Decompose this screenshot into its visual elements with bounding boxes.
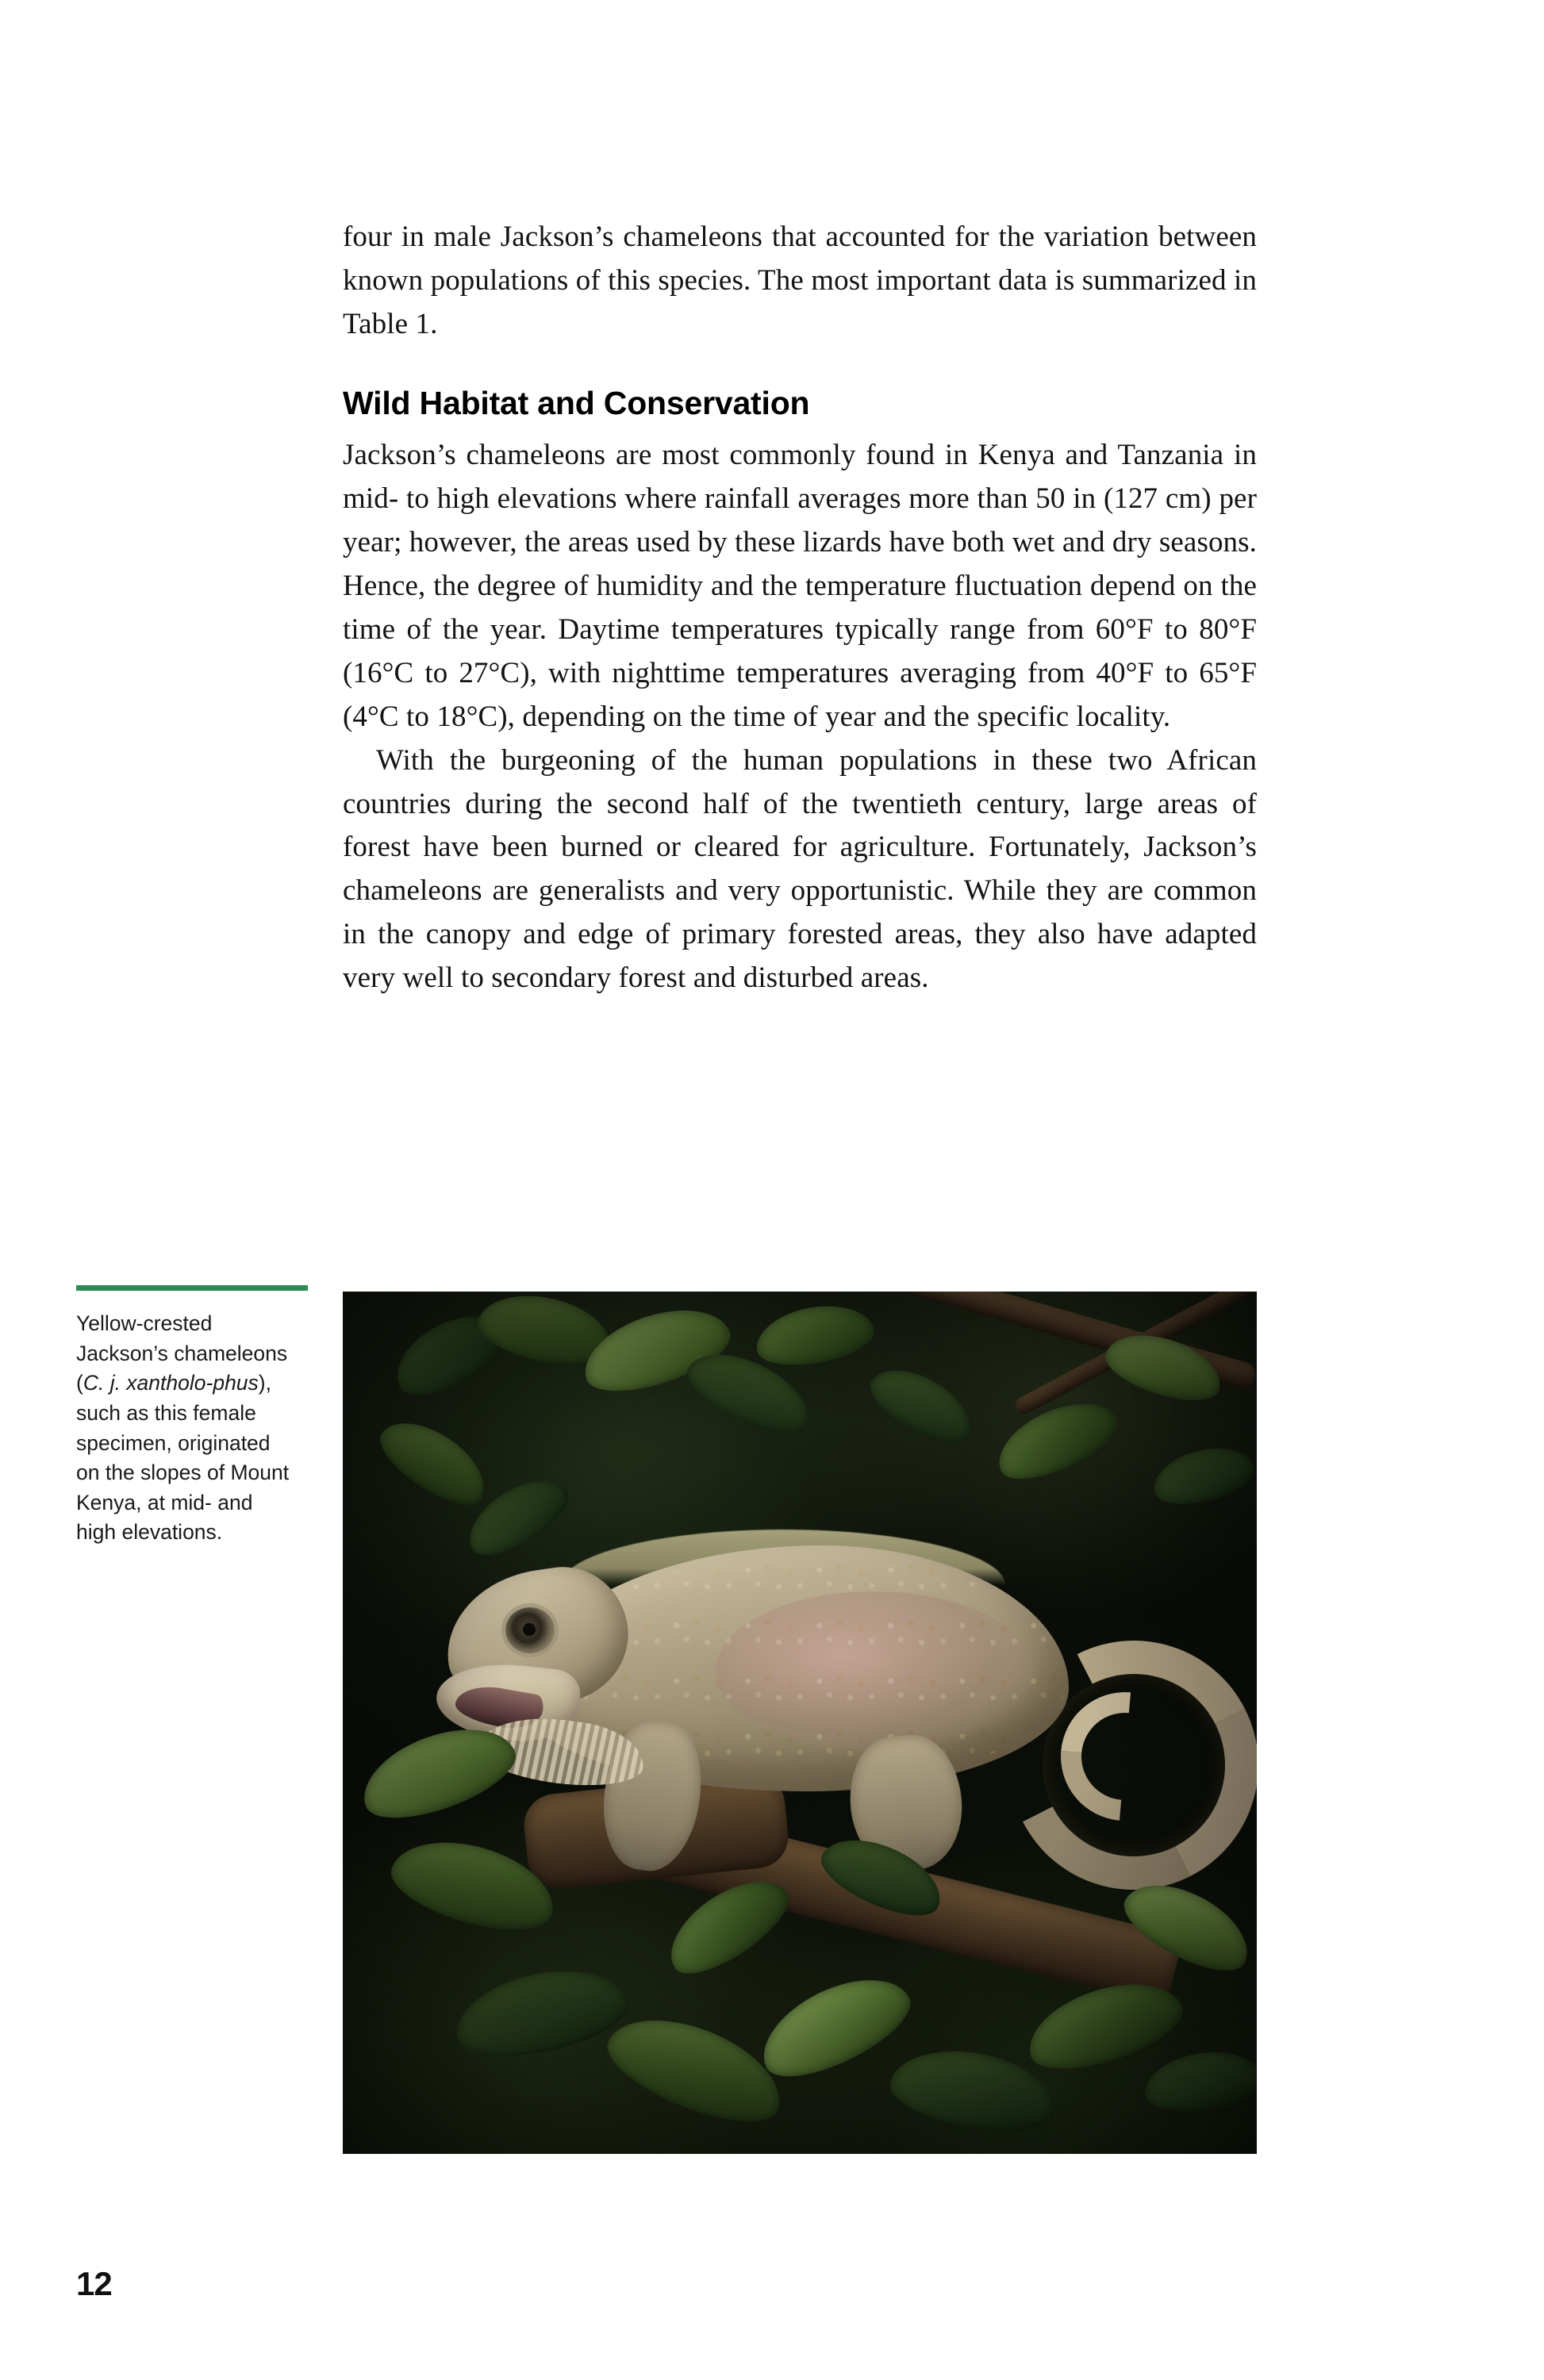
caption-tail: ), such as this female specimen, originated on the slopes of Mount Kenya, at mid- and high elevations. — [76, 1371, 290, 1545]
figure-photo — [343, 1292, 1257, 2154]
caption-species-part1: C. j. xantholo- — [83, 1371, 213, 1395]
leaf — [597, 1998, 796, 2140]
section-heading: Wild Habitat and Conservation — [343, 384, 810, 421]
leaf — [1147, 1438, 1257, 1513]
caption-species-part2: phus — [213, 1371, 259, 1395]
leaf — [447, 1956, 635, 2069]
caption-lead: Yellow-crested Jackson’s chameleons ( — [76, 1311, 288, 1395]
leaf — [861, 1354, 983, 1455]
leaf — [751, 1298, 878, 1373]
chameleon-eye — [505, 1607, 555, 1653]
caption-rule — [76, 1285, 308, 1291]
leaf — [1141, 2045, 1257, 2118]
leaf — [987, 1388, 1127, 1493]
figure-caption — [76, 1309, 292, 1548]
page-number: 12 — [76, 2265, 112, 2302]
continued-paragraph: four in male Jackson’s chameleons that accounted for the variation between known populations of this species. The most important data is summarized in Table 1. — [343, 221, 1257, 340]
conservation-paragraph: With the burgeoning of the human populations in these two African countries during the second half of the twentieth century, large areas of forest have been burned or cleared for agriculture. Fortunately, Jackson’s chameleons are generalists and very opportunistic. While they are common in the canopy and edge of primary forested areas, they also have adapted very well to secondary forest and disturbed areas. — [343, 743, 1257, 995]
habitat-paragraph: Jackson’s chameleons are most commonly found in Kenya and Tanzania in mid- to high elevations where rainfall averages more than 50 in (127 cm) per year; however, the areas used by these lizards have both wet and dry seasons. Hence, the degree of humidity and the temperature fluctuation depend on the time of the year. Daytime temperatures typically range from 60°F to 80°F (16°C to 27°C), with nighttime temperatures averaging from 40°F to 65°F (4°C to 18°C), depending on the time of year and the specific locality. — [343, 439, 1257, 733]
leaf — [369, 1406, 498, 1518]
text-column — [343, 216, 1257, 1000]
photo-canvas — [343, 1292, 1257, 2154]
